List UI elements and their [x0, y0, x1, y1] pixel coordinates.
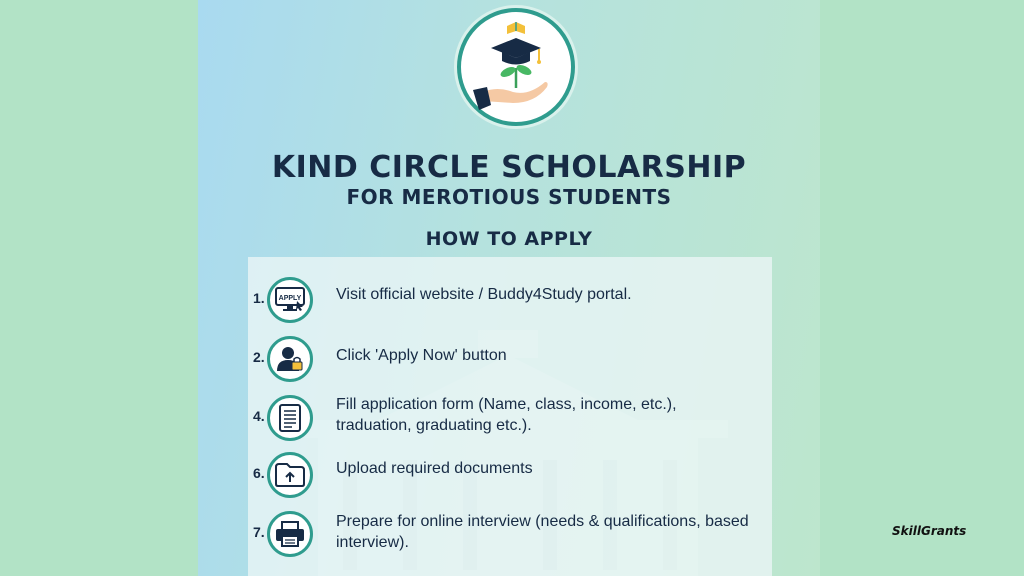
folder-upload-icon	[267, 452, 313, 498]
step-number: 6.	[253, 465, 265, 481]
step-text: Click 'Apply Now' button	[336, 347, 507, 364]
apply-monitor-icon	[267, 277, 313, 323]
brand-watermark: SkillGrants	[892, 524, 967, 538]
apply-icon-label: APPLY	[278, 295, 302, 302]
user-lock-icon	[267, 336, 313, 382]
page-subtitle: FOR MEROTIOUS STUDENTS	[346, 185, 672, 209]
step-number: 4.	[253, 408, 265, 424]
scholarship-logo	[457, 8, 575, 126]
printer-icon	[267, 511, 313, 557]
poster	[198, 0, 820, 576]
document-form-icon	[267, 395, 313, 441]
graduation-cap-hand-plant-icon	[461, 12, 571, 122]
step-text: Fill application form (Name, class, income, etc.), traduation, graduating etc.).	[336, 396, 677, 434]
section-heading: HOW TO APPLY	[425, 228, 593, 250]
step-text: Visit official website / Buddy4Study portal.	[336, 286, 632, 303]
step-number: 1.	[253, 290, 265, 306]
step-text: Prepare for online interview (needs & qualifications, based interview).	[336, 513, 749, 551]
steps-panel	[248, 257, 772, 576]
step-number: 2.	[253, 349, 265, 365]
step-text: Upload required documents	[336, 460, 533, 477]
step-number: 7.	[253, 524, 265, 540]
page-title: KIND CIRCLE SCHOLARSHIP	[271, 150, 747, 185]
